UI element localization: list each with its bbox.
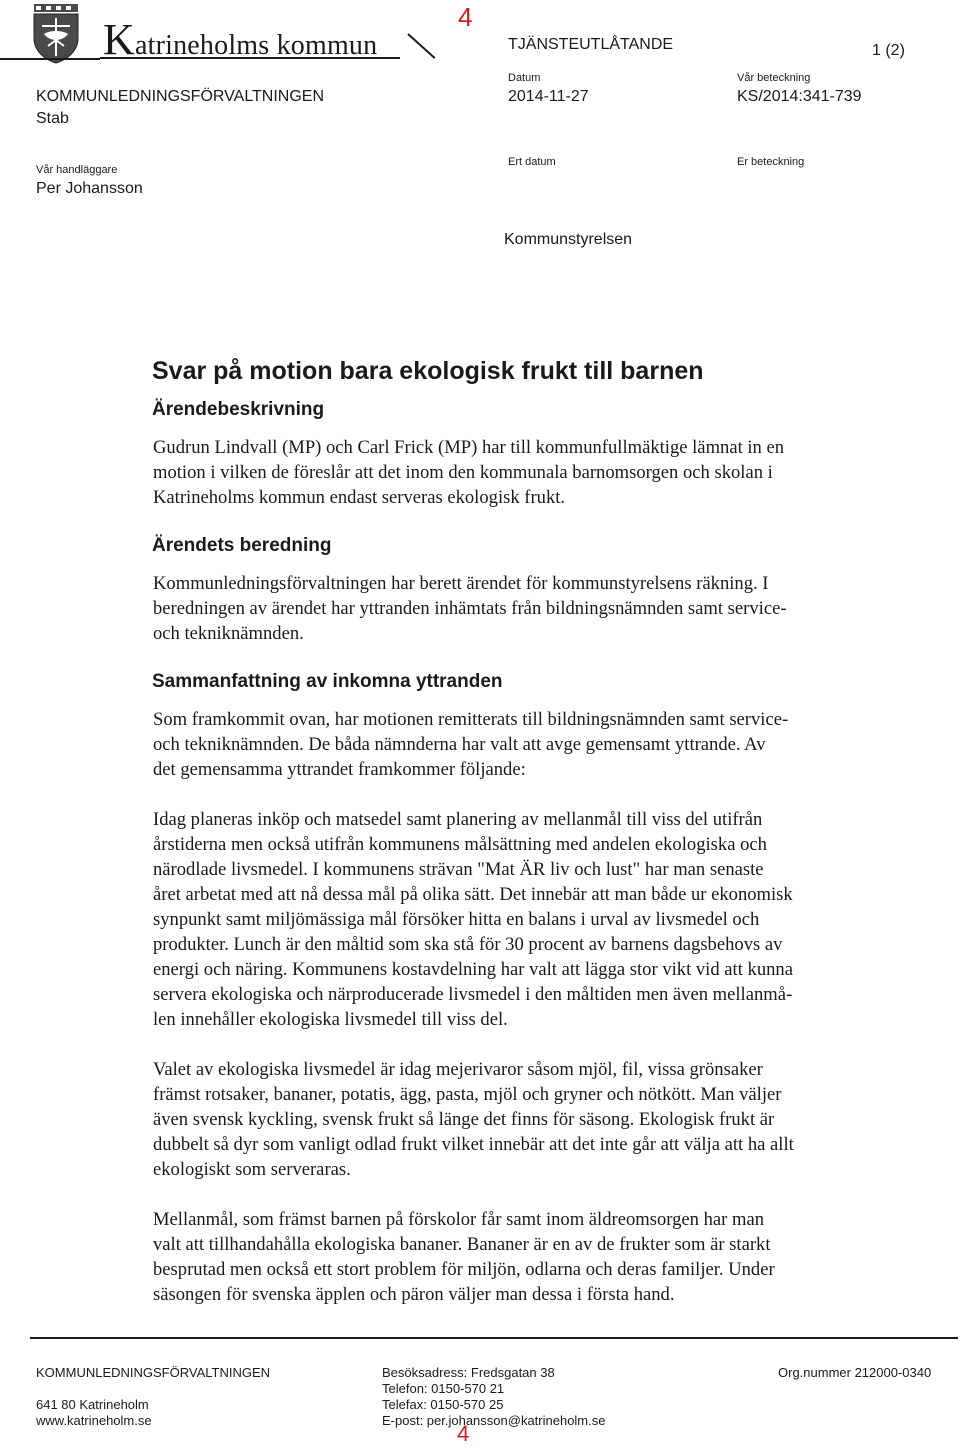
text-line: och tekniknämnden. De båda nämnderna har valt att avge gemensamt yttrande. Av <box>153 734 766 755</box>
handler-name: Per Johansson <box>36 180 143 197</box>
paragraph-preparation <box>153 571 913 646</box>
logo-rule-left <box>0 58 100 60</box>
footer-email: E-post: per.johansson@katrineholm.se <box>382 1413 606 1428</box>
recipient: Kommunstyrelsen <box>504 231 633 248</box>
text-line: närodlade livsmedel. I kommunens strävan "Mat ÄR liv och lust" har man senaste <box>153 859 764 880</box>
footer-department: KOMMUNLEDNINGSFÖRVALTNINGEN <box>36 1365 271 1380</box>
text-line: len innehåller ekologiska livsmedel till viss del. <box>153 1009 508 1030</box>
footer-postal-address: 641 80 Katrineholm <box>36 1397 149 1412</box>
department-name: KOMMUNLEDNINGSFÖRVALTNINGEN <box>36 88 325 105</box>
text-line: valt att tillhandahålla ekologiska bananer. Bananer är en av de frukter som är starkt <box>153 1234 771 1255</box>
page-marker-bottom: 4 <box>457 1421 470 1446</box>
paragraph-description <box>153 435 913 510</box>
text-line: Idag planeras inköp och matsedel samt planering av mellanmål till viss del utifrån <box>153 809 763 830</box>
our-reference-value: KS/2014:341-739 <box>737 88 862 105</box>
text-line: besprutad men också ett stort problem för miljön, odlarna och deras familjer. Under <box>153 1259 775 1280</box>
section-heading-description: Ärendebeskrivning <box>152 399 325 420</box>
brand-rest: atrineholms kommun <box>134 30 378 61</box>
text-line: Valet av ekologiska livsmedel är idag mejerivaror såsom mjöl, fil, vissa grönsaker <box>153 1059 763 1080</box>
section-heading-preparation: Ärendets beredning <box>152 535 332 556</box>
logo-slash <box>407 33 435 59</box>
text-line: säsongen för svenska äpplen och päron väljer man dessa i första hand. <box>153 1284 675 1305</box>
text-line: motion i vilken de föreslår att det inom den kommunala barnomsorgen och skolan i <box>153 462 773 483</box>
footer-org-number: Org.nummer 212000-0340 <box>778 1365 932 1380</box>
municipality-name <box>103 15 378 64</box>
text-line: produkter. Lunch är den måltid som ska stå för 30 procent av barnens dagsbehovs av <box>153 934 783 955</box>
text-line: främst rotsaker, bananer, potatis, ägg, pasta, mjöl och gryner och nötkött. Man väljer <box>153 1084 782 1105</box>
unit-name: Stab <box>36 110 69 127</box>
footer-fax: Telefax: 0150-570 25 <box>382 1397 504 1412</box>
quote-paragraph-snacks <box>153 1207 913 1307</box>
text-line: Mellanmål, som främst barnen på förskolor får samt inom äldreomsorgen har man <box>153 1209 765 1230</box>
text-line: året arbetat med att nå dessa mål på olika sätt. Det innebär att man både ur ekonomisk <box>153 884 793 905</box>
your-date-label: Ert datum <box>508 156 556 168</box>
paragraph-summary <box>153 707 913 782</box>
date-value: 2014-11-27 <box>508 88 589 105</box>
footer-phone: Telefon: 0150-570 21 <box>382 1381 505 1396</box>
text-line: Kommunledningsförvaltningen har berett ärendet för kommunstyrelsens räkning. I <box>153 573 769 594</box>
municipal-coat-of-arms-icon <box>30 4 82 64</box>
footer-divider <box>30 1337 958 1339</box>
quote-paragraph-planning <box>153 807 913 1032</box>
text-line: Gudrun Lindvall (MP) och Carl Frick (MP) har till kommunfullmäktige lämnat in en <box>153 437 785 458</box>
handler-label: Vår handläggare <box>36 164 118 176</box>
text-line: energi och näring. Kommunens kostavdelning har valt att lägga stor vikt vid att kunna <box>153 959 793 980</box>
text-line: beredningen av ärendet har yttranden inhämtats från bildningsnämnden samt service- <box>153 598 787 619</box>
document-title: Svar på motion bara ekologisk frukt till barnen <box>152 357 704 385</box>
document-type: TJÄNSTEUTLÅTANDE <box>508 36 674 53</box>
page-count: 1 (2) <box>872 42 905 59</box>
footer-visit-address: Besöksadress: Fredsgatan 38 <box>382 1365 555 1380</box>
page-marker-top: 4 <box>458 2 473 32</box>
text-line: årstiderna men också utifrån kommunens målsättning med andelen ekologiska och <box>153 834 767 855</box>
brand-initial: K <box>103 15 135 64</box>
text-line: det gemensamma yttrandet framkommer följande: <box>153 759 526 780</box>
our-reference-label: Vår beteckning <box>737 72 811 84</box>
quote-paragraph-selection <box>153 1057 913 1182</box>
text-line: Som framkommit ovan, har motionen remitterats till bildningsnämnden samt service- <box>153 709 789 730</box>
section-heading-summary: Sammanfattning av inkomna yttranden <box>152 671 503 692</box>
text-line: och tekniknämnden. <box>153 623 304 644</box>
date-label: Datum <box>508 72 541 84</box>
text-line: även svensk kyckling, svensk frukt så länge det finns för säsong. Ekologisk frukt är <box>153 1109 775 1130</box>
your-reference-label: Er beteckning <box>737 156 805 168</box>
text-line: synpunkt samt miljömässiga mål försöker hitta en balans i urval av livsmedel och <box>153 909 760 930</box>
text-line: dubbelt så dyr som vanligt odlad frukt vilket innebär att det inte går att välja att ha allt <box>153 1134 794 1155</box>
text-line: ekologiskt som serveraras. <box>153 1159 351 1180</box>
text-line: servera ekologiska och närproducerade livsmedel i den måltiden men även mellanmå- <box>153 984 793 1005</box>
text-line: Katrineholms kommun endast serveras ekologisk frukt. <box>153 487 566 508</box>
footer-website: www.katrineholm.se <box>36 1413 152 1428</box>
